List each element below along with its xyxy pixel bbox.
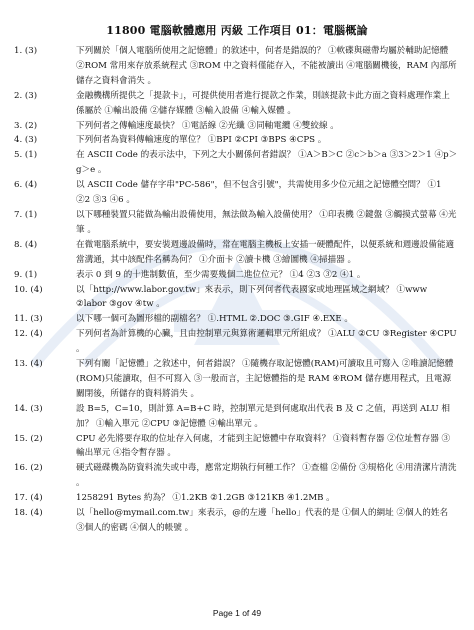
question-text: 以「hello@mymail.com.tw」來表示，@的左邊「hello」代表的是 ①個人的網址 ②個人的姓名 ③個人的密碼 ④個人的帳號 。 xyxy=(76,508,449,533)
question-item xyxy=(14,312,458,327)
question-text: 下列何者為資料傳輸速度的單位？ ①BPI ②CPI ③BPS ④CPS 。 xyxy=(76,135,327,146)
question-item xyxy=(14,283,458,313)
question-number: 16. (2) xyxy=(14,463,43,474)
question-item xyxy=(14,506,458,536)
question-number: 14. (3) xyxy=(14,403,43,414)
question-text: 下列何者為計算機的心臟，且由控制單元與算術邏輯單元所組成？ ①ALU ②CU ③Register ④CPU 。 xyxy=(76,329,457,355)
question-number: 10. (4) xyxy=(14,284,43,295)
question-item xyxy=(14,208,458,238)
question-number: 18. (4) xyxy=(14,508,43,519)
question-number: 9. (1) xyxy=(14,269,38,280)
question-item xyxy=(14,44,458,89)
question-item xyxy=(14,133,458,148)
question-text: CPU 必先將要存取的位址存入何處，才能到主記憶體中存取資料？ ①資料暫存器 ②位址暫存器 ③輸出單元 ④指令暫存器 。 xyxy=(76,433,451,459)
question-number: 5. (1) xyxy=(14,150,38,161)
question-number: 12. (4) xyxy=(14,329,43,340)
question-number: 7. (1) xyxy=(14,209,38,220)
page-footer: Page 1 of 49 xyxy=(212,608,262,618)
question-item xyxy=(14,402,458,432)
question-text: 以下哪一個可為圖形檔的副檔名？ ①.HTML ②.DOC ③.GIF ④.EXE 。 xyxy=(76,314,353,325)
question-text: 在 ASCII Code 的表示法中，下列之大小關係何者錯誤？ ①A＞B＞C ②c＞b＞a ③3＞2＞1 ④p＞g＞e 。 xyxy=(76,150,458,176)
question-number: 1. (3) xyxy=(14,46,38,56)
question-list xyxy=(14,44,458,536)
question-number: 2. (3) xyxy=(14,90,38,101)
question-number: 13. (4) xyxy=(14,359,43,370)
question-number: 6. (4) xyxy=(14,180,38,191)
question-item xyxy=(14,461,458,491)
question-text: 以「http://www.labor.gov.tw」來表示，則下列何者代表國家或地理區域之網域？ ①www ②labor ③gov ④tw 。 xyxy=(76,284,428,310)
question-text: 下列有關「記憶體」之敘述中，何者錯誤？ ①隨機存取記憶體(RAM)可讀取且可寫入 ②唯讀記憶體(ROM)只能讀取，但不可寫入 ③一般而言，主記憶體指的是 RAM ④ROM 儲存應用程式，且電源關閉後，所儲存的資料將消失 。 xyxy=(76,359,454,399)
question-text: 1258291 Bytes 約為？ ①1.2KB ②1.2GB ③121KB ④1.2MB 。 xyxy=(76,493,335,504)
question-item xyxy=(14,491,458,506)
question-item xyxy=(14,119,458,134)
question-text: 下列關於「個人電腦所使用之記憶體」的敘述中，何者是錯誤的？ ①軟碟與磁帶均屬於輔助記憶體 ②ROM 常用來存放系統程式 ③ROM 中之資料僅能存入，不能被讀出 ④電腦關機後，RAM 內部所儲存之資料會消失 。 xyxy=(76,46,457,86)
question-number: 4. (3) xyxy=(14,135,38,146)
question-number: 8. (4) xyxy=(14,239,38,250)
question-item xyxy=(14,148,458,178)
question-text: 金融機構所提供之「提款卡」，可提供使用者進行提款之作業，則該提款卡此方面之資料處理作業上係屬於 ①輸出設備 ②儲存媒體 ③輸入設備 ④輸入媒體 。 xyxy=(76,90,450,116)
question-item xyxy=(14,178,458,208)
question-item xyxy=(14,268,458,283)
page-title: 11800 電腦軟體應用 丙級 工作項目 01：電腦概論 xyxy=(106,24,368,37)
question-text: 下列何者之傳輸速度最快？ ①電話線 ②光纖 ③同軸電纜 ④雙絞線 。 xyxy=(76,120,339,131)
question-number: 17. (4) xyxy=(14,493,43,504)
question-text: 設 B=5，C=10，則計算 A=B+C 時，控制單元是到何處取出代表 B 及 C 之值，再送到 ALU 相加？ ①輸入單元 ②CPU ③記憶體 ④輸出單元 。 xyxy=(76,403,450,429)
question-item xyxy=(14,238,458,268)
question-item xyxy=(14,327,458,357)
question-item xyxy=(14,357,458,402)
question-text: 硬式磁碟機為防資料流失或中毒，應常定期執行何種工作？ ①查檔 ②備份 ③規格化 ④用清潔片清洗 。 xyxy=(76,463,457,489)
question-number: 15. (2) xyxy=(14,433,43,444)
question-text: 在微電腦系統中，要安裝週邊設備時，常在電腦主機板上安插一硬體配件，以便系統和週邊設備能適當溝通，其中該配件名稱為何？ ①介面卡 ②讀卡機 ③繪圖機 ④掃描器 。 xyxy=(76,239,455,265)
question-item xyxy=(14,89,458,119)
question-text: 以下哪種裝置只能做為輸出設備使用，無法做為輸入設備使用？ ①印表機 ②鍵盤 ③觸摸式螢幕 ④光筆 。 xyxy=(76,209,457,235)
question-number: 3. (2) xyxy=(14,120,38,131)
question-number: 11. (3) xyxy=(14,314,43,325)
question-text: 以 ASCII Code 儲存字串"PC-586"，但不包含引號"，共需使用多少位元組之記憶體空間？ ①1 ②2 ③3 ④6 。 xyxy=(76,180,442,206)
question-item xyxy=(14,432,458,462)
question-text: 表示 0 到 9 的十進制數值，至少需要幾個二進位位元？ ①4 ②3 ③2 ④1 。 xyxy=(76,269,366,280)
